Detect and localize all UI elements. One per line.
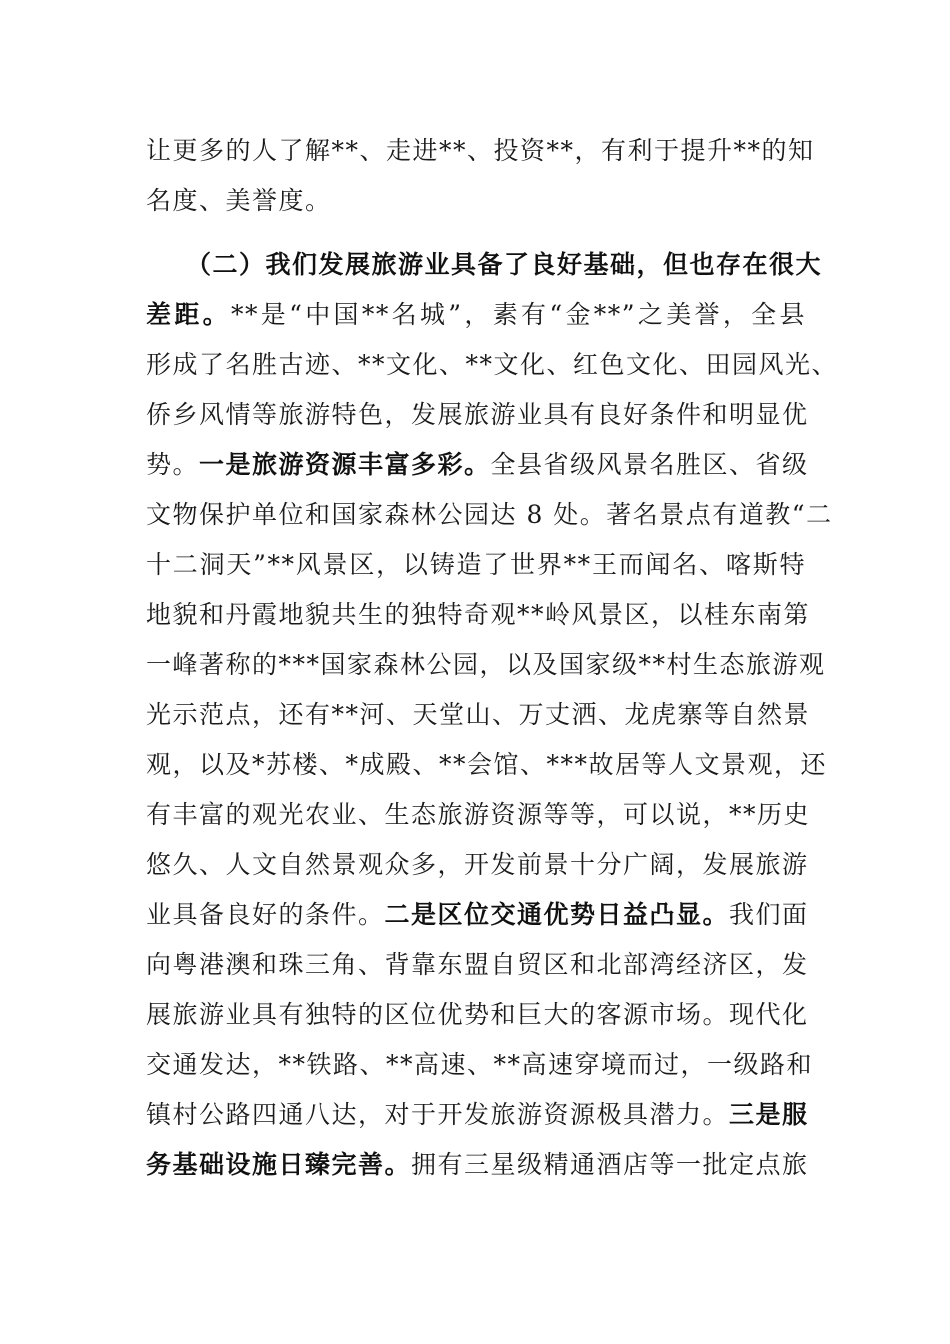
section-heading-end: 差距。 [146,300,231,329]
text-segment: 名度、美誉度。 [146,186,332,215]
point-three-heading: 三是服 [729,1100,809,1129]
text-line [146,746,828,784]
text-line [146,646,826,684]
text-line [146,1046,814,1084]
text-segment: 向粤港澳和珠三角、背靠东盟自贸区和北部湾经济区，发 [146,950,809,979]
text-segment: 势。 [146,450,200,479]
text-segment: 交通发达，**铁路、**高速、**高速穿境而过，一级路和 [146,1050,814,1079]
text-segment: **是“中国**名城”，素有“金**”之美誉，全县 [230,300,806,329]
text-segment: 展旅游业具有独特的区位优势和巨大的客源市场。现代化 [146,1000,809,1029]
text-line [146,796,811,834]
text-segment: 业具备良好的条件。 [146,900,385,929]
text-segment: 让更多的人了解**、走进**、投资**，有利于提升**的知 [146,136,815,165]
text-segment: 地貌和丹霞地貌共生的独特奇观**岭风景区，以桂东南第 [146,600,811,629]
text-segment: 文物保护单位和国家森林公园达 8 处。著名景点有道教“二 [146,500,833,529]
point-one-heading: 一是旅游资源丰富多彩。 [199,450,491,479]
text-line [146,946,809,984]
point-three-heading-end: 务基础设施日臻完善。 [146,1150,412,1179]
text-line [146,346,839,384]
point-two-heading: 二是区位交通优势日益凸显。 [384,900,730,929]
text-segment: 观，以及*苏楼、*成殿、**会馆、***故居等人文景观，还 [146,750,828,779]
text-segment: 光示范点，还有**河、天堂山、万丈洒、龙虎寨等自然景 [146,700,811,729]
text-line [146,1096,809,1134]
text-line [146,132,815,170]
text-segment: 十二洞天”**风景区，以铸造了世界**王而闻名、喀斯特 [146,550,806,579]
text-line [146,446,809,484]
text-segment: 我们面 [729,900,809,929]
text-segment: 镇村公路四通八达，对于开发旅游资源极具潜力。 [146,1100,730,1129]
text-line [146,496,833,534]
text-line [146,182,826,220]
text-line [146,596,811,634]
text-segment: 侨乡风情等旅游特色，发展旅游业具有良好条件和明显优 [146,400,809,429]
text-segment: 拥有三星级精通酒店等一批定点旅 [411,1150,809,1179]
text-line [146,1146,809,1184]
text-segment: 全县省级风景名胜区、省级 [490,450,809,479]
text-segment: 形成了名胜古迹、**文化、**文化、红色文化、田园风光、 [146,350,839,379]
text-segment: 悠久、人文自然景观众多，开发前景十分广阔，发展旅游 [146,850,809,879]
text-segment: 一峰著称的***国家森林公园，以及国家级**村生态旅游观 [146,650,826,679]
text-line [146,396,809,434]
text-line [146,896,809,934]
section-heading-line [186,246,823,284]
text-line [146,546,806,584]
text-line [146,996,809,1034]
text-line [146,846,809,884]
text-segment: 有丰富的观光农业、生态旅游资源等等，可以说，**历史 [146,800,811,829]
section-heading: （二）我们发展旅游业具备了良好基础，但也存在很大 [186,250,823,279]
text-line [146,296,806,334]
text-line [146,696,811,734]
